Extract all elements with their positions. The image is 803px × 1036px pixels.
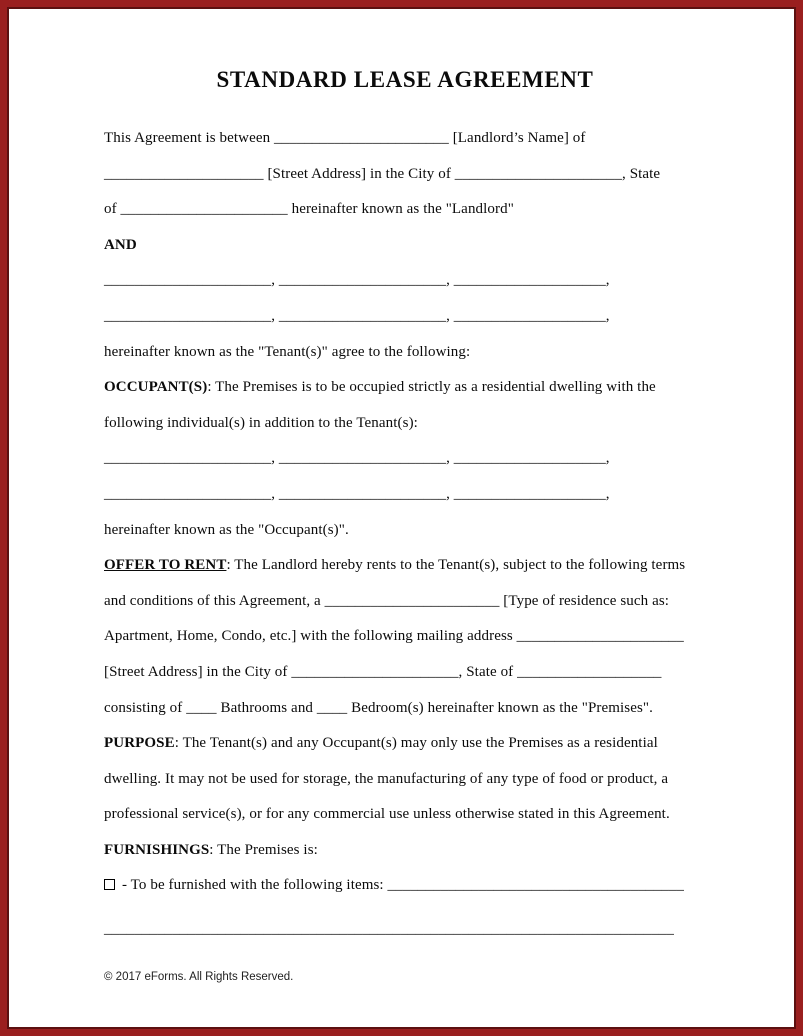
occupants-section-line-1 [104, 370, 706, 406]
offer-section-line-3: Apartment, Home, Condo, etc.] with the following mailing address ______________________ [104, 628, 684, 645]
document-title: STANDARD LEASE AGREEMENT [216, 67, 594, 92]
purpose-section-line-1 [104, 726, 706, 762]
furnishings-heading: FURNISHINGS [104, 841, 210, 858]
offer-section-line-4: [Street Address] in the City of ______________________, State of ___________________ [104, 663, 662, 680]
tenant-blank-row-2: ______________________, ______________________, ____________________, [104, 307, 610, 324]
copyright-notice: © 2017 eForms. All Rights Reserved. [104, 971, 294, 983]
offer-heading: OFFER TO RENT [104, 557, 227, 574]
furnished-checkbox [104, 879, 115, 890]
intro-conjunction: AND [104, 236, 137, 253]
furnishings-section-line-1 [104, 833, 706, 869]
purpose-section-line-3: professional service(s), or for any commercial use unless otherwise stated in this Agreement. [104, 806, 670, 823]
furnishings-line-1-text: : The Premises is: [209, 841, 318, 858]
purpose-heading: PURPOSE [104, 735, 175, 752]
occupants-section-line-2: following individual(s) in addition to the Tenant(s): [104, 414, 418, 431]
intro-line-3: of ______________________ hereinafter known as the "Landlord" [104, 201, 514, 218]
occupants-closing-line: hereinafter known as the "Occupant(s)". [104, 521, 349, 538]
purpose-section-line-2: dwelling. It may not be used for storage, the manufacturing of any type of food or product, a [104, 770, 669, 787]
occupants-line-1-text: : The Premises is to be occupied strictly as a residential dwelling with the [207, 379, 656, 396]
furnished-option-text: - To be furnished with the following items: _______________________________________ [122, 877, 684, 894]
occupant-blank-row-2: ______________________, ______________________, ____________________, [104, 485, 610, 502]
offer-section-line-1 [104, 548, 706, 584]
document-content [9, 9, 794, 948]
occupant-blank-row-1: ______________________, ______________________, ____________________, [104, 450, 610, 467]
purpose-line-1-text: : The Tenant(s) and any Occupant(s) may only use the Premises as a residential [174, 735, 658, 752]
intro-line-1: This Agreement is between _______________________ [Landlord’s Name] of [104, 130, 586, 146]
offer-line-1-text: : The Landlord hereby rents to the Tenant(s), subject to the following terms [226, 557, 686, 574]
furnished-option-line [104, 868, 706, 904]
tenant-closing-line: hereinafter known as the "Tenant(s)" agree to the following: [104, 343, 471, 360]
offer-section-line-2: and conditions of this Agreement, a _______________________ [Type of residence such as: [104, 592, 670, 609]
furnished-items-blank-line: ___________________________________________________________________________ [104, 921, 674, 938]
intro-line-2: _____________________ [Street Address] in the City of ______________________, State [104, 165, 661, 182]
tenant-blank-row-1: ______________________, ______________________, ____________________, [104, 272, 610, 289]
lease-agreement-page [7, 7, 796, 1029]
occupants-heading: OCCUPANT(S) [104, 379, 208, 396]
offer-section-line-5: consisting of ____ Bathrooms and ____ Bedroom(s) hereinafter known as the "Premises". [104, 699, 653, 716]
